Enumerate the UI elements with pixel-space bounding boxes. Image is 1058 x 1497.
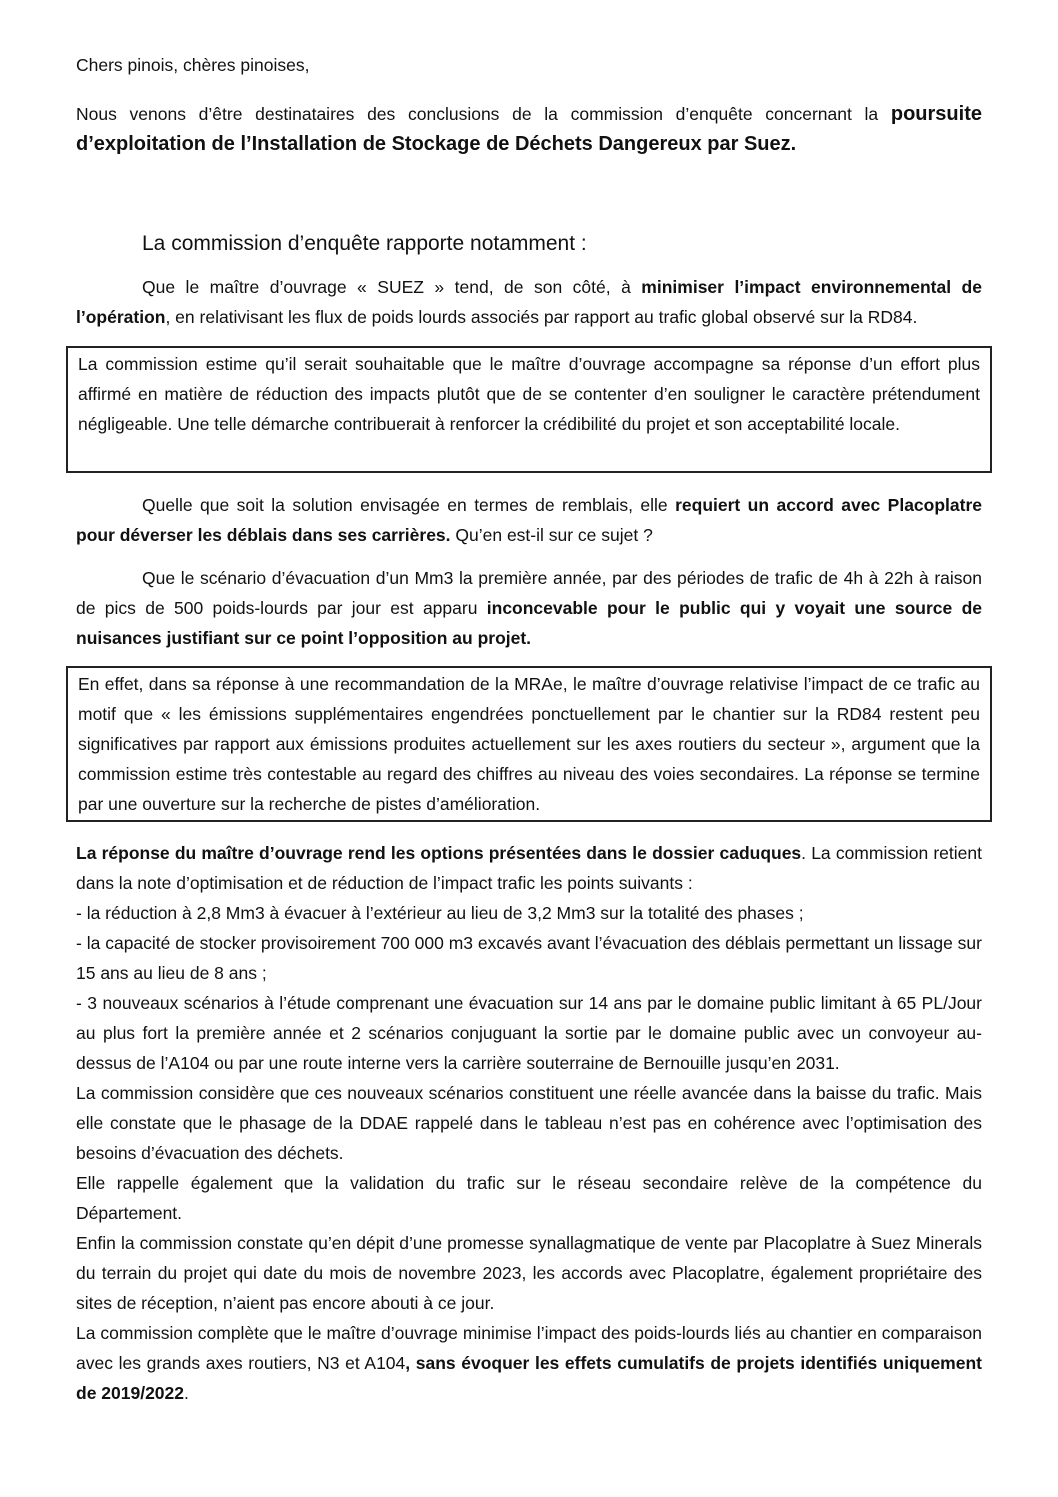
paragraph-options-caduques — [76, 838, 982, 898]
para4-text-1: . La commission retient dans la note d’optimisation et de réduction de l’impact trafic les points suivants : — [76, 843, 982, 893]
para3-bold: inconcevable pour le public qui y voyait une source de nuisances justifiant sur ce point l’opposition au projet. — [76, 598, 982, 648]
commission-conclusions — [76, 838, 982, 1408]
list-item: - la capacité de stocker provisoirement 700 000 m3 excavés avant l’évacuation des déblais permettant un lissage sur 15 ans au lieu de 8 ans ; — [76, 933, 982, 983]
paragraph-suez-impact — [76, 272, 982, 332]
para1-bold: minimiser l’impact environnemental de l’opération — [76, 277, 982, 327]
box2-text: En effet, dans sa réponse à une recommandation de la MRAe, le maître d’ouvrage relativise l’impact de ce trafic au motif que « les émissions supplémentaires engendrées ponctuellement par le chantier sur la RD84 restent peu significatives par rapport aux émissions produites actuellement sur les axes routiers du secteur », argument que la commission estime très contestable au regard des chiffres au niveau des voies secondaires. La réponse se termine par une ouverture sur la recherche de pistes d’amélioration. — [78, 674, 980, 814]
paragraph-departement: Elle rappelle également que la validation du trafic sur le réseau secondaire relève de la compétence du Département. — [76, 1173, 982, 1223]
para4-bold: La réponse du maître d’ouvrage rend les options présentées dans le dossier caduques — [76, 843, 802, 863]
box1-text: La commission estime qu’il serait souhaitable que le maître d’ouvrage accompagne sa réponse d’un effort plus affirmé en matière de réduction des impacts plutôt que de se contenter d’en souligner le caractère prétendument négligeable. Une telle démarche contribuerait à renforcer la crédibilité du projet et son acceptabilité locale. — [78, 354, 980, 434]
paragraph-placoplatre: Enfin la commission constate qu’en dépit d’une promesse synallagmatique de vente par Placoplatre à Suez Minerals du terrain du projet qui date du mois de novembre 2023, les accords avec Placoplatre, également propriétaire des sites de réception, n’aient pas encore abouti à ce jour. — [76, 1233, 982, 1313]
quote-box-mrae-response — [66, 666, 992, 822]
paragraph-remblais — [76, 490, 982, 550]
p5-bold: , sans évoquer les effets cumulatifs de projets identifiés uniquement de 2019/2022 — [76, 1353, 982, 1403]
para2-bold: requiert un accord avec Placoplatre pour déverser les déblais dans ses carrières. — [76, 495, 982, 545]
para1-text-1: Que le maître d’ouvrage « SUEZ » tend, de son côté, à — [142, 277, 642, 297]
quote-box-commission-estimate — [66, 346, 992, 473]
greeting: Chers pinois, chères pinoises, — [76, 55, 310, 75]
list-item: - 3 nouveaux scénarios à l’étude comprenant une évacuation sur 14 ans par le domaine public limitant à 65 PL/Jour au plus fort la première année et 2 scénarios conjuguant la sortie par le domaine public avec un convoyeur au-dessus de l’A104 ou par une route interne vers la carrière souterraine de Bernouille jusqu’en 2031. — [76, 993, 982, 1073]
paragraph-new-scenarios: La commission considère que ces nouveaux scénarios constituent une réelle avancée dans la baisse du trafic. Mais elle constate que le phasage de la DDAE rappelé dans le tableau n’est pas en cohérence avec l’optimisation des besoins d’évacuation des déchets. — [76, 1083, 982, 1163]
para1-text-2: , en relativisant les flux de poids lourds associés par rapport au trafic global observé sur la RD84. — [165, 307, 918, 327]
list-item: - la réduction à 2,8 Mm3 à évacuer à l’extérieur au lieu de 3,2 Mm3 sur la totalité des phases ; — [76, 903, 804, 923]
intro-paragraph — [76, 99, 982, 159]
para2-text-2: Qu’en est-il sur ce sujet ? — [450, 525, 653, 545]
paragraph-evacuation-scenario — [76, 563, 982, 653]
p5-text-1: La commission complète que le maître d’ouvrage minimise l’impact des poids-lourds liés au chantier en comparaison avec les grands axes routiers, N3 et A104 — [76, 1323, 982, 1373]
intro-bold: poursuite d’exploitation de l’Installation de Stockage de Déchets Dangereux par Suez. — [76, 103, 982, 155]
para3-text-1: Que le scénario d’évacuation d’un Mm3 la première année, par des périodes de trafic de 4h à 22h à raison de pics de 500 poids-lourds par jour est apparu — [76, 568, 982, 618]
p5-text-2: . — [184, 1383, 189, 1403]
paragraph-cumulative-effects — [76, 1318, 982, 1408]
para2-text-1: Quelle que soit la solution envisagée en termes de remblais, elle — [142, 495, 676, 515]
intro-text: Nous venons d’être destinataires des conclusions de la commission d’enquête concernant la — [76, 104, 891, 124]
section-heading: La commission d’enquête rapporte notamment : — [142, 232, 587, 255]
